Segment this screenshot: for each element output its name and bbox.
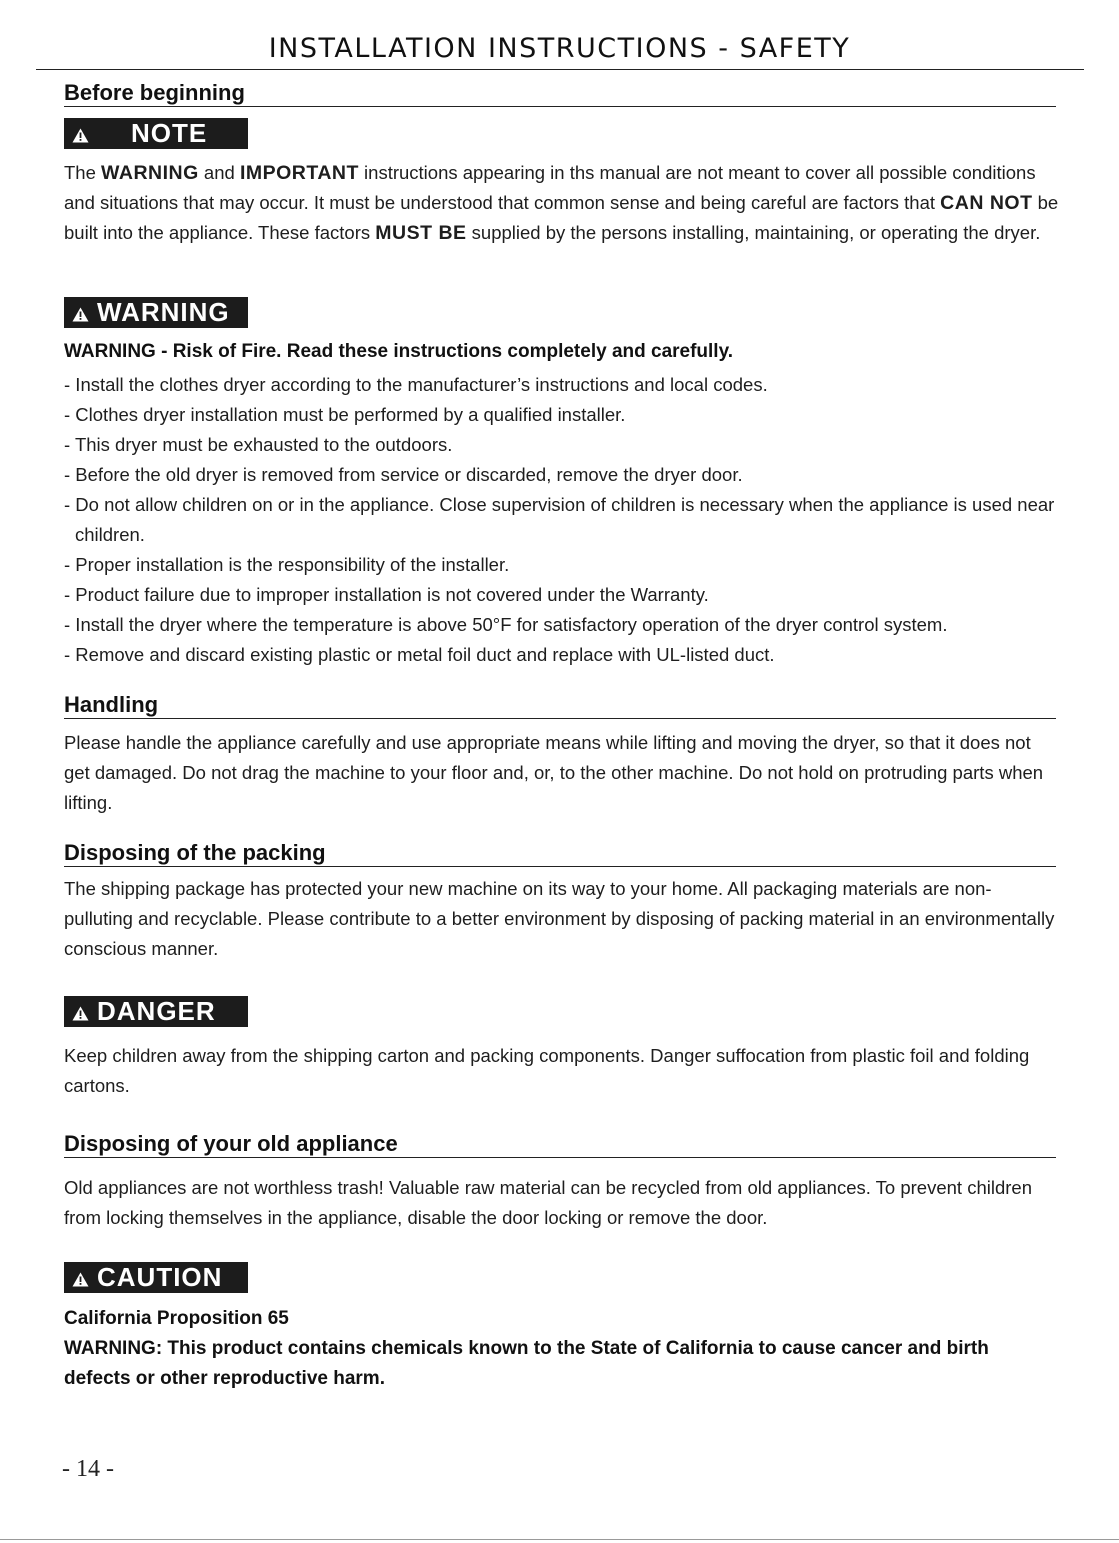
fire-warning-headline: WARNING - Risk of Fire. Read these instructions completely and carefully. xyxy=(64,341,734,362)
handling-paragraph: Please handle the appliance carefully and use appropriate means while lifting and moving the dryer, so that it does not get damaged. Do not drag the machine to your floor and, or, to the other machine. Do not hold on protruding parts when lifting. xyxy=(64,732,1044,813)
caution-badge xyxy=(64,1262,248,1293)
note-badge xyxy=(64,118,248,149)
emphasis-must-be: MUST BE xyxy=(375,222,467,244)
bottom-divider xyxy=(0,1539,1119,1540)
warning-badge xyxy=(64,297,248,328)
list-item: - Install the dryer where the temperature is above 50°F for satisfactory operation of the dryer control system. xyxy=(64,614,948,635)
text-run: be built into the appliance. These factors xyxy=(64,192,1059,243)
emphasis-warning: WARNING xyxy=(101,162,199,184)
danger-badge xyxy=(64,996,248,1027)
danger-paragraph: Keep children away from the shipping carton and packing components. Danger suffocation from plastic foil and folding cartons. xyxy=(64,1045,1030,1096)
note-paragraph xyxy=(64,158,1059,248)
page-title: INSTALLATION INSTRUCTIONS - SAFETY xyxy=(268,33,851,64)
badge-label: CAUTION xyxy=(97,1262,223,1292)
list-item: - Proper installation is the responsibility of the installer. xyxy=(64,554,510,575)
warning-triangle-icon xyxy=(72,307,89,322)
page-number: - 14 - xyxy=(62,1456,114,1482)
text-run: supplied by the persons installing, maintaining, or operating the dryer. xyxy=(466,222,1041,243)
list-item: - Remove and discard existing plastic or metal foil duct and replace with UL-listed duct. xyxy=(64,644,775,665)
packing-heading xyxy=(64,840,1056,867)
handling-heading xyxy=(64,692,1056,719)
section-heading-text: Handling xyxy=(64,692,159,717)
list-item: - Clothes dryer installation must be performed by a qualified installer. xyxy=(64,404,626,425)
list-item: - Product failure due to improper installation is not covered under the Warranty. xyxy=(64,584,709,605)
section-heading-text: Before beginning xyxy=(64,80,245,105)
text-run: The xyxy=(64,162,102,183)
emphasis-important: IMPORTANT xyxy=(239,162,359,184)
text-run: and xyxy=(198,162,240,183)
list-item: - Before the old dryer is removed from service or discarded, remove the dryer door. xyxy=(64,464,743,485)
text-run: instructions appearing in ths manual are not meant to cover all possible conditions and situations that may occur. It must be understood that common sense and being careful are factors that xyxy=(64,162,1036,213)
badge-label: NOTE xyxy=(131,118,208,148)
warning-list xyxy=(64,370,1059,670)
badge-label: DANGER xyxy=(97,996,216,1026)
prop65-title: California Proposition 65 xyxy=(64,1308,289,1329)
list-item: - Do not allow children on or in the appliance. Close supervision of children is necessary when the appliance is used near children. xyxy=(64,494,1055,545)
old-appliance-heading xyxy=(64,1131,1056,1158)
list-item: - Install the clothes dryer according to the manufacturer’s instructions and local codes. xyxy=(64,374,768,395)
prop65-warning: WARNING: This product contains chemicals known to the State of California to cause cancer and birth defects or other reproductive harm. xyxy=(64,1338,989,1389)
warning-triangle-icon xyxy=(72,128,89,143)
warning-triangle-icon xyxy=(72,1006,89,1021)
section-heading-text: Disposing of the packing xyxy=(64,840,326,865)
section-heading-text: Disposing of your old appliance xyxy=(64,1131,398,1156)
warning-triangle-icon xyxy=(72,1272,89,1287)
badge-label: WARNING xyxy=(97,297,230,327)
list-item: - This dryer must be exhausted to the outdoors. xyxy=(64,434,453,455)
title-divider xyxy=(36,69,1084,70)
packing-paragraph: The shipping package has protected your new machine on its way to your home. All packaging materials are non-pulluting and recyclable. Please contribute to a better environment by disposing of packing material in an environmentally conscious manner. xyxy=(64,878,1055,959)
before-beginning-heading xyxy=(64,80,1056,107)
emphasis-can-not: CAN NOT xyxy=(940,192,1033,214)
old-appliance-paragraph: Old appliances are not worthless trash! Valuable raw material can be recycled from old appliances. To prevent children from locking themselves in the appliance, disable the door locking or remove the door. xyxy=(64,1177,1032,1228)
